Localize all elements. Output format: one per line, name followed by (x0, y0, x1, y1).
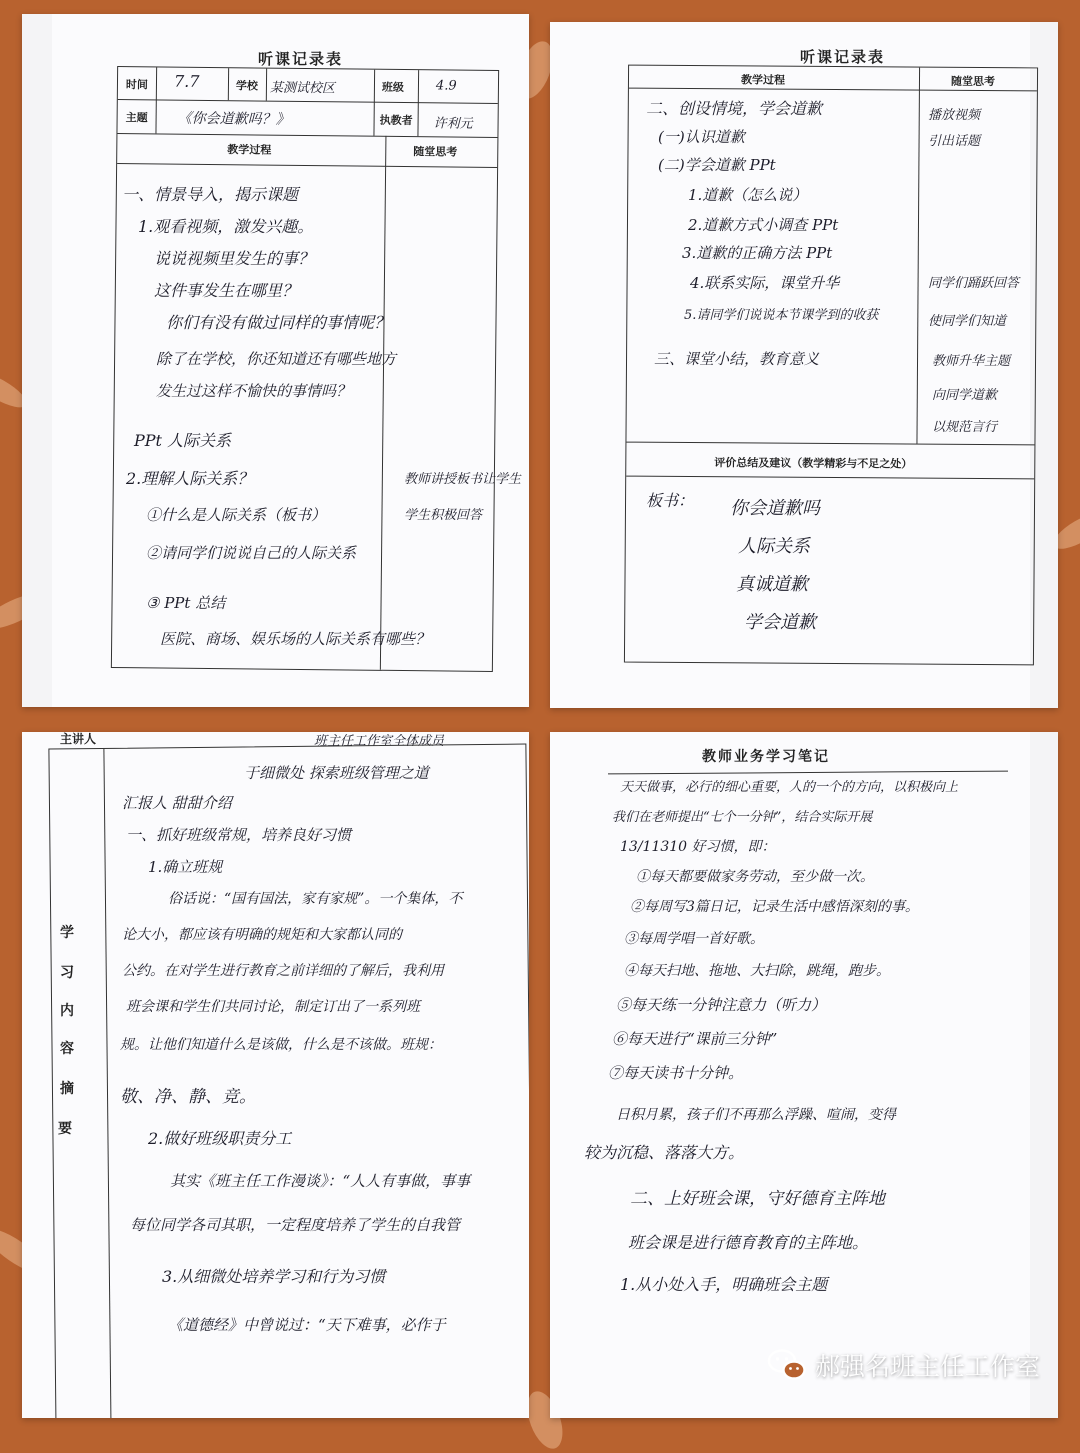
wechat-icon (767, 1348, 807, 1382)
label-process: 教学过程 (227, 143, 272, 157)
table-line (626, 442, 1034, 446)
process-line: 1.道歉（怎么说） (688, 186, 808, 204)
side-label-char: 摘 (60, 1081, 74, 1097)
side-label-char: 内 (60, 1003, 74, 1019)
evaluation-line: 学会道歉 (744, 612, 816, 633)
evaluation-line: 人际关系 (738, 536, 810, 557)
notes-line: 汇报人 甜甜介绍 (122, 794, 232, 812)
thinking-line: 教师讲授板书让学生 (404, 472, 522, 487)
thinking-line: 向同学道歉 (932, 388, 998, 403)
process-line: 3.道歉的正确方法 PPt (682, 244, 833, 262)
evaluation-line: 你会道歉吗 (730, 498, 820, 519)
notes-line: ⑥每天进行“课前三分钟” (612, 1030, 778, 1048)
notes-line: ③每周学唱一首好歌。 (624, 931, 764, 947)
notes-line: 日积月累，孩子们不再那么浮躁、喧闹，变得 (616, 1107, 896, 1123)
label-thinking: 随堂思考 (950, 74, 996, 89)
notes-line: 较为沉稳、落落大方。 (584, 1143, 745, 1162)
process-line: 说说视频里发生的事？ (154, 249, 315, 268)
notes-line: 班会课是进行德育教育的主阵地。 (628, 1233, 869, 1252)
process-line: 你们有没有做过同样的事情呢？ (166, 313, 391, 332)
thinking-line: 同学们踊跃回答 (928, 276, 1020, 291)
notes-line: 其实《班主任工作漫谈》：“人人有事做，事事 (170, 1172, 471, 1190)
process-line: 三、课堂小结，教育意义 (654, 350, 820, 368)
process-line: 一、情景导入，揭示课题 (122, 185, 299, 204)
process-line: 二、创设情境，学会道歉 (646, 99, 823, 118)
process-line: ③ PPt 总结 (146, 594, 226, 612)
value-topic: 《你会道歉吗？》 (177, 110, 290, 128)
thinking-line: 播放视频 (928, 108, 981, 123)
header-members: 班主任工作室全体成员 (314, 734, 445, 749)
photo-study-notes-1 (22, 732, 529, 1418)
notes-line: ⑤每天练一分钟注意力（听力） (616, 996, 827, 1014)
notes-line: ①每天都要做家务劳动，至少做一次。 (636, 869, 874, 885)
notes-line: 1.确立班规 (148, 858, 223, 876)
thinking-line: 引出话题 (928, 134, 981, 149)
process-line: ①什么是人际关系（板书） (146, 506, 327, 524)
wechat-watermark (767, 1347, 1040, 1383)
thinking-line: 教师升华主题 (932, 354, 1011, 369)
notes-line: ④每天扫地、拖地、大扫除，跳绳，跑步。 (624, 963, 890, 979)
notes-line: 1.从小处入手，明确班会主题 (620, 1275, 828, 1294)
header-speaker-label: 主讲人 (60, 732, 97, 746)
notes-line: 每位同学各司其职，一定程度培养了学生的自我管 (130, 1216, 461, 1234)
notes-line: 一、抓好班级常规，培养良好习惯 (126, 826, 352, 844)
thinking-line: 使同学们知道 (928, 314, 1007, 329)
process-line: 医院、商场、娱乐场的人际关系有哪些？ (160, 630, 431, 648)
process-line: (一)认识道歉 (658, 128, 745, 146)
process-line: 2.理解人际关系？ (126, 469, 254, 488)
value-time: 7.7 (173, 71, 200, 91)
process-line: 1.观看视频，激发兴趣。 (138, 217, 314, 236)
value-class: 4.9 (435, 78, 457, 94)
side-label-char: 习 (60, 965, 74, 981)
label-time: 时间 (125, 78, 149, 92)
notes-line: 敬、净、静、竞。 (120, 1087, 256, 1107)
form-title: 听课记录表 (258, 50, 344, 68)
table-line (103, 749, 111, 1418)
photo-lesson-record-1 (22, 14, 529, 707)
side-label-char: 要 (58, 1121, 72, 1137)
thinking-line: 以规范言行 (932, 420, 998, 435)
label-evaluation: 评价总结及建议（教学精彩与不足之处） (714, 456, 913, 471)
process-line: (二)学会道歉 PPt (658, 156, 776, 174)
label-class: 班级 (381, 80, 405, 95)
label-process: 教学过程 (740, 73, 786, 87)
notes-line: 论大小，都应该有明确的规矩和大家都认同的 (122, 927, 402, 943)
side-label-char: 容 (60, 1041, 74, 1057)
form-title: 听课记录表 (800, 48, 886, 66)
notes-line: ⑦每天读书十分钟。 (608, 1064, 744, 1082)
notes-line: 天天做事，必行的细心重要，人的一个的方向，以积极向上 (620, 780, 959, 795)
process-line: ②请同学们说说自己的人际关系 (146, 544, 357, 562)
table-line (916, 68, 920, 444)
process-line: 4.联系实际，课堂升华 (690, 274, 840, 292)
table-line (117, 163, 497, 168)
photo-lesson-record-2 (550, 22, 1058, 708)
evaluation-line: 真诚道歉 (736, 574, 808, 595)
notes-line: 《道德经》中曾说过：“天下难事，必作于 (168, 1316, 446, 1334)
table-line (626, 476, 1034, 480)
process-line: 5.请同学们说说本节课学到的收获 (684, 308, 879, 323)
notes-line: 我们在老师提出“七个一分钟”，结合实际开展 (612, 810, 873, 825)
process-line: 发生过这样不愉快的事情吗？ (156, 382, 352, 400)
side-label-char: 学 (60, 925, 74, 941)
value-teacher: 许利元 (433, 116, 473, 132)
label-school: 学校 (235, 79, 259, 93)
process-line: PPt 人际关系 (134, 431, 232, 450)
label-teacher: 执教者 (379, 113, 413, 128)
notes-line: 13/11310 好习惯，即： (620, 839, 776, 855)
photo-study-notes-2 (550, 732, 1058, 1418)
notes-line: 3.从细微处培养学习和行为习惯 (162, 1267, 386, 1286)
notes-line: 规。让他们知道什么是该做，什么是不该做。班规： (120, 1037, 442, 1053)
notes-line: 2.做好班级职责分工 (148, 1129, 292, 1148)
thinking-line: 学生积极回答 (404, 508, 483, 523)
notes-line: 班会课和学生们共同讨论，制定订出了一系列班 (126, 999, 420, 1015)
notes-line: 公约。在对学生进行教育之前详细的了解后，我利用 (122, 963, 444, 979)
table-line (117, 133, 497, 138)
process-line: 这件事发生在哪里？ (154, 281, 299, 300)
evaluation-label: 板书： (646, 491, 695, 510)
table-line (266, 69, 267, 101)
table-line (118, 99, 498, 104)
notes-line: 二、上好班会课，守好德育主阵地 (630, 1189, 885, 1209)
notes-line: ②每周写3篇日记，记录生活中感悟深刻的事。 (630, 899, 919, 915)
process-line: 除了在学校，你还知道还有哪些地方 (156, 350, 397, 368)
notes-line: 俗话说：“国有国法，家有家规”。一个集体，不 (168, 891, 463, 907)
value-school: 某测试校区 (269, 80, 336, 97)
account-name: 郝强名班主任工作室 (814, 1353, 1040, 1381)
table-line (380, 136, 387, 670)
notes-line: 于细微处 探索班级管理之道 (244, 764, 429, 782)
table-line (228, 68, 229, 100)
notebook-title: 教师业务学习笔记 (702, 749, 830, 765)
process-line: 2.道歉方式小调查 PPt (688, 216, 839, 234)
label-thinking: 随堂思考 (413, 145, 458, 159)
label-topic: 主题 (125, 111, 148, 125)
